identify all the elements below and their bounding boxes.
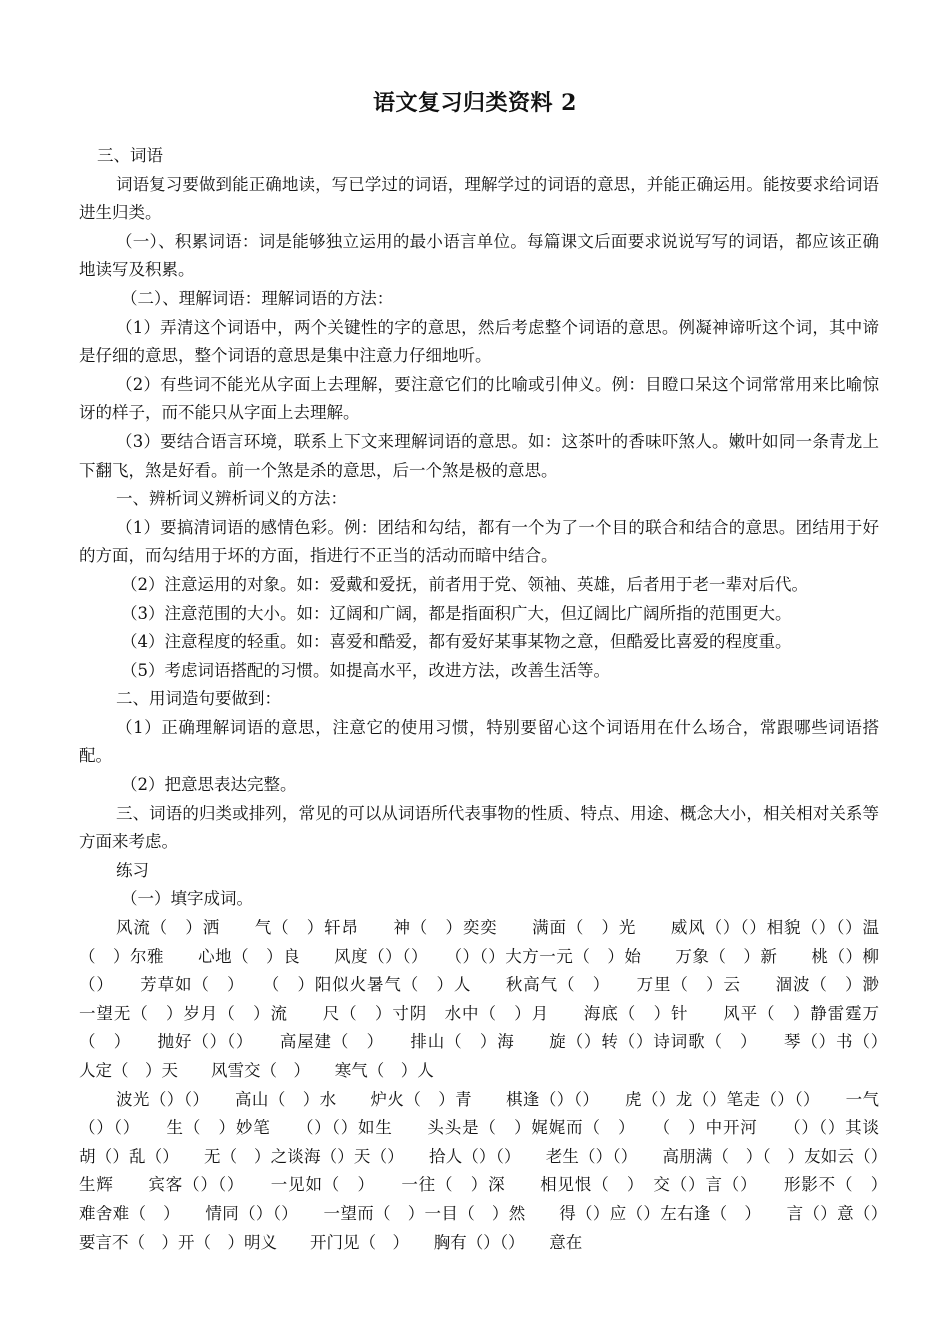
fill-in-exercise-block: 风流（ ）洒 气（ ）轩昂 神（ ）奕奕 满面（ ）光 威风（）（）相貌（）（）温（ ）尔雅 心地（ ）良 风度（）（） （）（）大方一元（ ）始 万象（ ）新 桃（）柳（） 芳草如（ ） （ ）阳似火暑气（ ）人 秋高气（ ） 万里（ ）云 涸波（ ）渺 一望无（ ）岁月（ ）流 尺（ ）寸阴 水中（ ）月 海底（ ）针 风平（ ）静雷霆万（ ） 抛好（）（） 高屋建（ ） 排山（ ）海 旋（）转（）诗词歌（ ） 琴（）书（） 人定（ ）天 风雪交（ ） 寒气（ ）人 — [79, 918, 912, 1080]
paragraph: （2）注意运用的对象。如：爱戴和爱抚，前者用于党、领袖、英雄，后者用于老一辈对后代。 — [121, 574, 808, 594]
exercise-subheading: （一）填字成词。 — [121, 889, 253, 909]
fill-in-exercise-block: 波光（）（） 高山（ ）水 炉火（ ）青 棋逢（）（） 虎（）龙（）笔走（）（） 一气（）（） 生（ ）妙笔 （）（）如生 头头是（ ）娓娓而（ ） （ ）中开河 （）（）其谈 胡（）乱（） 无（ ）之谈海（）天（） 拾人（）（） 老生（）（） 高朋满（ ）（ ）友如云（）生辉 宾客（）（） 一见如（ ） 一往（ ）深 相见恨（ ） 交（）言（） 形影不（ ） 难舍难（ ） 情同（）（） 一望而（ ）一目（ ）然 得（）应（）左右逢（ ） 言（）意（） 要言不（ ）开（ ）明义 开门见（ ） 胸有（）（） 意在 — [79, 1089, 912, 1252]
paragraph: （3）注意范围的大小。如：辽阔和广阔，都是指面积广大，但辽阔比广阔所指的范围更大。 — [121, 603, 792, 623]
section-heading-words: 三、词语 — [97, 146, 163, 165]
paragraph: （1）弄清这个词语中，两个关键性的字的意思，然后考虑整个词语的意思。例凝神谛听这个词，其中谛是仔细的意思，整个词语的意思是集中注意力仔细地听。 — [79, 317, 879, 366]
paragraph: （1）要搞清词语的感情色彩。例：团结和勾结，都有一个为了一个目的联合和结合的意思。团结用于好的方面，而勾结用于坏的方面，指进行不正当的活动而暗中结合。 — [79, 517, 879, 566]
paragraph: 词语复习要做到能正确地读，写已学过的词语，理解学过的词语的意思，并能正确运用。能按要求给词语进生归类。 — [79, 174, 879, 223]
paragraph: （二）、理解词语：理解词语的方法： — [121, 288, 394, 308]
paragraph: 三、词语的归类或排列，常见的可以从词语所代表事物的性质、特点、用途、概念大小，相关相对关系等方面来考虑。 — [79, 803, 879, 852]
paragraph: （3）要结合语言环境，联系上下文来理解词语的意思。如：这茶叶的香味吓煞人。嫩叶如同一条青龙上下翻飞，煞是好看。前一个煞是杀的意思，后一个煞是极的意思。 — [79, 431, 879, 480]
document-body — [79, 142, 912, 1257]
paragraph: 一、辨析词义辨析词义的方法： — [116, 489, 347, 509]
exercise-heading: 练习 — [116, 860, 149, 880]
paragraph: （一）、积累词语：词是能够独立运用的最小语言单位。每篇课文后面要求说说写写的词语，都应该正确地读写及积累。 — [79, 231, 879, 280]
paragraph: （1）正确理解词语的意思，注意它的使用习惯，特别要留心这个词语用在什么场合，常跟哪些词语搭配。 — [79, 717, 879, 766]
paragraph: （2）把意思表达完整。 — [121, 775, 297, 795]
document-title: 语文复习归类资料 2 — [373, 90, 577, 116]
paragraph: （5）考虑词语搭配的习惯。如提高水平，改进方法，改善生活等。 — [121, 660, 610, 680]
paragraph: （4）注意程度的轻重。如：喜爱和酷爱，都有爱好某事某物之意，但酷爱比喜爱的程度重。 — [121, 632, 792, 652]
paragraph: （2）有些词不能光从字面上去理解，要注意它们的比喻或引伸义。例：目瞪口呆这个词常常用来比喻惊讶的样子，而不能只从字面上去理解。 — [79, 374, 879, 423]
paragraph: 二、用词造句要做到： — [116, 689, 281, 709]
